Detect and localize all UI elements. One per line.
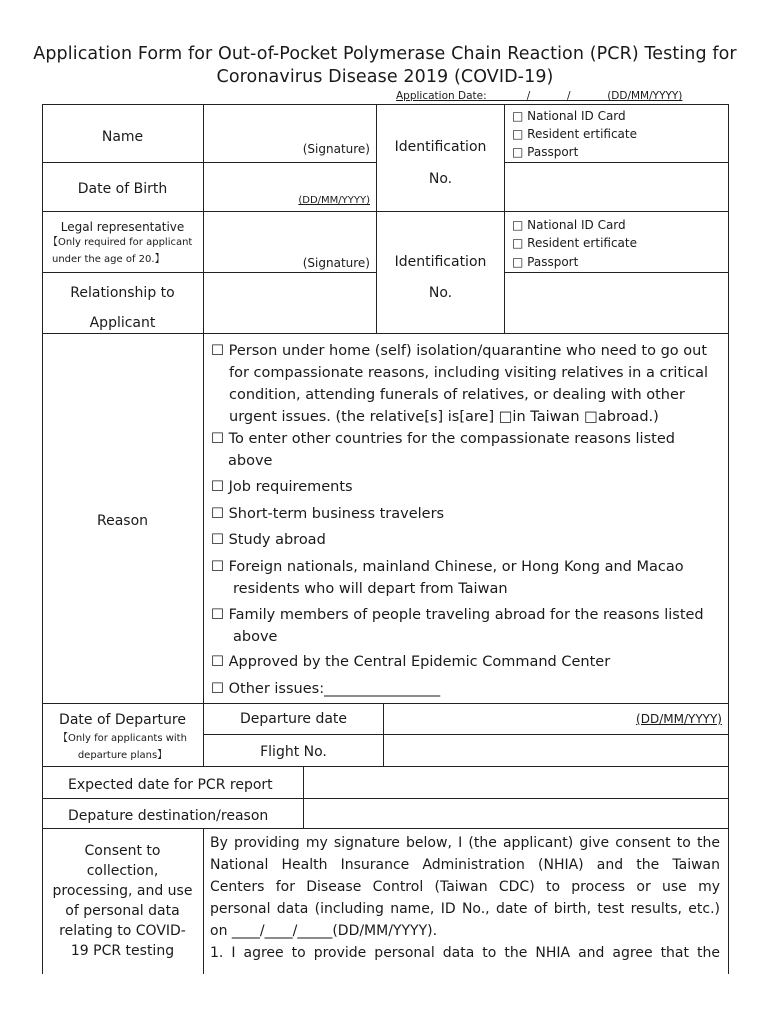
form-title-line-1: Application Form for Out-of-Pocket Polymerase Chain Reaction (PCR) Testing for <box>33 44 737 64</box>
id-number-field[interactable] <box>505 163 728 211</box>
consent-date-line[interactable]: on ____/____/_____(DD/MM/YYYY). <box>210 923 438 939</box>
signature-hint: (Signature) <box>302 256 370 270</box>
departure-date-hint: (DD/MM/YYYY) <box>636 712 722 726</box>
reason-option-compassionate[interactable]: ☐ To enter other countries for the compassionate reasons listed above <box>211 431 675 469</box>
name-signature-field[interactable] <box>204 105 376 162</box>
rep-id-label-no: No. <box>428 285 453 301</box>
rep-id-option-resident-certificate[interactable]: □ Resident ertificate <box>512 236 637 250</box>
legal-representative-label: Legal representative <box>60 220 185 234</box>
relationship-field[interactable] <box>204 273 376 333</box>
departure-note-2: departure plans】 <box>77 750 168 761</box>
reason-option-foreign-nationals[interactable]: ☐ Foreign nationals, mainland Chinese, or Hong Kong and Macao residents who will depart from Taiwan <box>211 559 684 597</box>
reason-option-family-members[interactable]: ☐ Family members of people traveling abroad for the reasons listed above <box>211 607 704 645</box>
form-title-line-2: Coronavirus Disease 2019 (COVID-19) <box>216 67 554 87</box>
destination-field[interactable] <box>304 799 728 828</box>
representative-signature-field[interactable] <box>204 212 376 272</box>
consent-text-line: personal data (including name, ID No., date of birth, test results, etc.) <box>210 901 720 917</box>
flight-no-field[interactable] <box>384 735 728 766</box>
rep-id-option-national-id[interactable]: □ National ID Card <box>512 218 626 232</box>
rep-id-option-passport[interactable]: □ Passport <box>512 255 579 269</box>
reason-option-other[interactable]: ☐ Other issues:________________ <box>211 681 441 697</box>
id-option-national-id[interactable]: □ National ID Card <box>512 109 626 123</box>
departure-label: Date of Departure <box>59 712 186 728</box>
consent-label-line: 19 PCR testing <box>70 943 175 959</box>
application-date-field[interactable]: Application Date: / / (DD/MM/YYYY) <box>396 90 683 102</box>
relationship-label-applicant: Applicant <box>89 315 156 331</box>
id-label: Identification <box>394 139 487 155</box>
consent-label-line: collection, <box>86 863 159 879</box>
reason-option-business[interactable]: ☐ Short-term business travelers <box>211 506 445 522</box>
id-option-passport[interactable]: □ Passport <box>512 145 579 159</box>
consent-text-line: National Health Insurance Administration (NHIA) and the Taiwan <box>210 857 720 873</box>
relationship-label: Relationship to <box>70 285 175 301</box>
pcr-report-label: Expected date for PCR report <box>68 777 273 793</box>
dob-field[interactable] <box>204 163 376 211</box>
consent-label-line: Consent to <box>84 843 161 859</box>
consent-label-line: relating to COVID- <box>59 923 186 939</box>
consent-text <box>210 832 720 964</box>
name-label: Name <box>101 129 144 145</box>
id-label-no: No. <box>428 171 453 187</box>
rep-id-number-field[interactable] <box>505 273 728 333</box>
consent-text-line: By providing my signature below, I (the applicant) give consent to the <box>210 835 720 851</box>
reason-option-job[interactable]: ☐ Job requirements <box>211 479 353 495</box>
id-option-resident-certificate[interactable]: □ Resident ertificate <box>512 127 637 141</box>
reason-option-cecc[interactable]: ☐ Approved by the Central Epidemic Command Center <box>211 654 611 670</box>
dob-label: Date of Birth <box>77 181 168 197</box>
reason-label: Reason <box>96 513 149 529</box>
legal-representative-note-1: 【Only required for applicant <box>48 237 193 248</box>
reason-option-isolation[interactable]: ☐ Person under home (self) isolation/quarantine who need to go out for compassionate reasons, including visiting relatives in a critical condition, attending funerals of relatives, or dealing with other urgent issues. (the relative[s] is[are] □in Taiwan □abroad.) <box>211 343 709 425</box>
signature-hint: (Signature) <box>302 142 370 156</box>
consent-text-line: 1. I agree to provide personal data to the NHIA and agree that the <box>210 945 720 961</box>
consent-label-line: of personal data <box>65 903 180 919</box>
rep-id-label: Identification <box>394 254 487 270</box>
destination-label: Depature destination/reason <box>68 808 269 824</box>
pcr-report-field[interactable] <box>304 767 728 798</box>
dob-hint: (DD/MM/YYYY) <box>298 195 370 206</box>
departure-date-field[interactable] <box>384 704 728 734</box>
reason-option-study[interactable]: ☐ Study abroad <box>211 532 326 548</box>
departure-date-label: Departure date <box>239 711 348 727</box>
departure-note-1: 【Only for applicants with <box>58 733 187 744</box>
consent-label-line: processing, and use <box>52 883 193 899</box>
flight-no-label: Flight No. <box>260 744 327 760</box>
consent-text-line: Centers for Disease Control (Taiwan CDC) to process or use my <box>210 879 720 895</box>
legal-representative-note-2: under the age of 20.】 <box>52 254 165 265</box>
